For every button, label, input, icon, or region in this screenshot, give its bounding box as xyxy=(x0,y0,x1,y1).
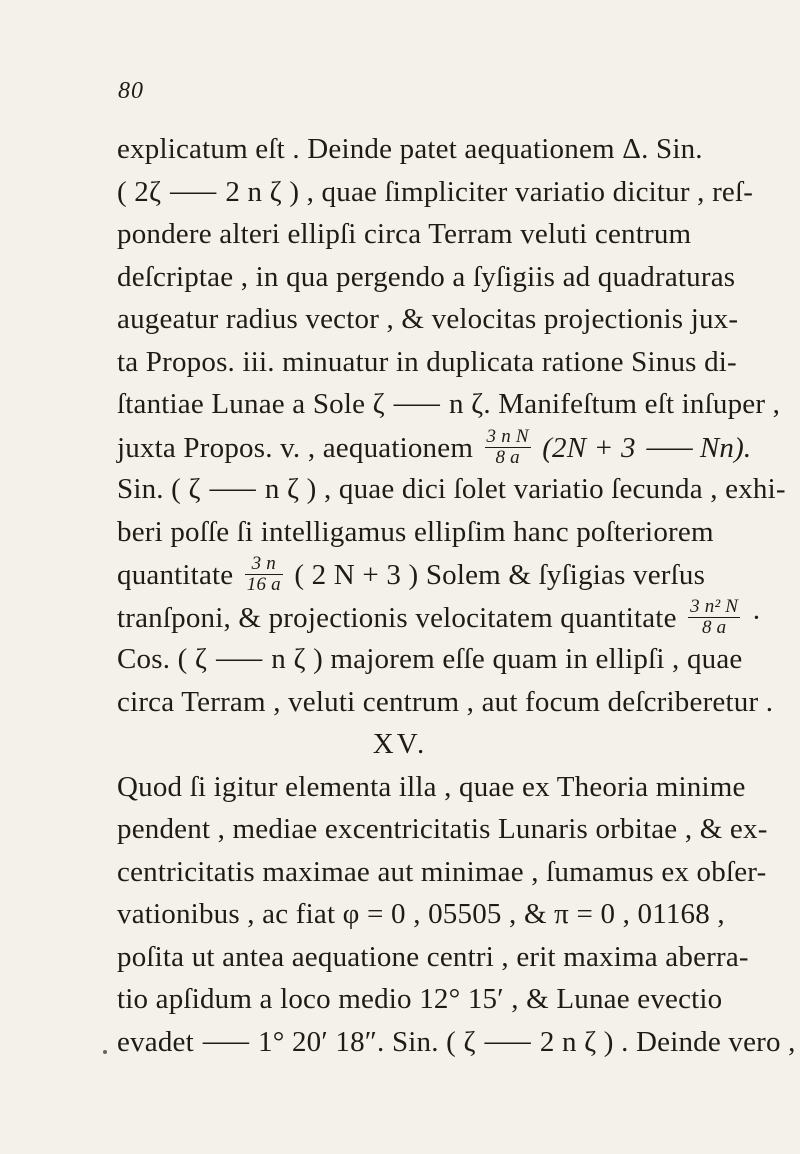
fraction-denominator: 8 a xyxy=(495,446,520,468)
line-8-text: juxta Propos. v. , aequationem xyxy=(117,431,474,464)
text-line-14: circa Terram , veluti centrum , aut focum deſcriberetur . xyxy=(117,685,774,718)
text-line-18: vationibus , ac fiat φ = 0 , 05505 , & π = 0 , 01168 , xyxy=(117,898,725,930)
text-line-8 xyxy=(117,425,752,471)
line-12-text: tranſponi, & projectionis velocitatem quantitate xyxy=(117,601,677,634)
section-heading: XV. xyxy=(372,728,428,760)
fraction-3nN-8a xyxy=(485,427,531,468)
page-number: 80 xyxy=(118,78,144,104)
fraction-3n2N-8a xyxy=(688,597,740,638)
text-line-21: evadet ⸺ 1° 20′ 18″. Sin. ( ζ ⸺ 2 n ζ ) . Deinde vero , xyxy=(117,1025,796,1058)
text-line-13: Cos. ( ζ ⸺ n ζ ) majorem eſſe quam in ellipſi , quae xyxy=(117,643,743,675)
fraction-numerator: 3 n N xyxy=(486,425,529,447)
text-line-9: Sin. ( ζ ⸺ n ζ ) , quae dici ſolet variatio ſecunda , exhi- xyxy=(117,473,786,505)
text-line-15: Quod ſi igitur elementa illa , quae ex Theoria minime xyxy=(117,770,746,803)
text-line-20: tio apſidum a loco medio 12° 15′ , & Lunae evectio xyxy=(117,983,723,1015)
fraction-numerator: 3 n² N xyxy=(690,595,739,617)
line-8-expression: (2N + 3 ⸺ Nn). xyxy=(542,431,752,464)
margin-mark xyxy=(103,1050,107,1054)
fraction-numerator: 3 n xyxy=(245,554,283,575)
text-line-7: ſtantiae Lunae a Sole ζ ⸺ n ζ. Manifeſtum eſt inſuper , xyxy=(117,388,781,420)
text-line-3: pondere alteri ellipſi circa Terram veluti centrum xyxy=(117,218,692,250)
text-line-12 xyxy=(117,595,762,641)
text-line-2: ( 2ζ ⸺ 2 n ζ ) , quae ſimpliciter variatio dicitur , reſ- xyxy=(117,175,754,208)
text-line-4: deſcriptae , in qua pergendo a ſyſigiis ad quadraturas xyxy=(117,260,736,293)
line-12-dot: · xyxy=(751,601,762,634)
text-line-16: pendent , mediae excentricitatis Lunaris orbitae , & ex- xyxy=(117,813,768,845)
fraction-denominator: 8 a xyxy=(701,616,727,638)
line-11-rest: ( 2 N + 3 ) Solem & ſyſigias verſus xyxy=(294,559,706,592)
text-line-1: explicatum eſt . Deinde patet aequationem Δ. Sin. xyxy=(117,133,703,165)
text-line-5: augeatur radius vector , & velocitas projectionis jux- xyxy=(117,303,739,335)
text-line-11 xyxy=(117,553,706,598)
text-line-6: ta Propos. iii. minuatur in duplicata ratione Sinus di- xyxy=(117,345,737,378)
fraction-3n-16a xyxy=(245,554,283,595)
fraction-denominator: 16 a xyxy=(246,574,281,595)
text-line-19: poſita ut antea aequatione centri , erit maxima aberra- xyxy=(117,940,749,973)
text-line-10: beri poſſe ſi intelligamus ellipſim hanc poſteriorem xyxy=(117,515,714,548)
line-11-text: quantitate xyxy=(117,559,234,592)
text-line-17: centricitatis maximae aut minimae , ſumamus ex obſer- xyxy=(117,855,767,888)
